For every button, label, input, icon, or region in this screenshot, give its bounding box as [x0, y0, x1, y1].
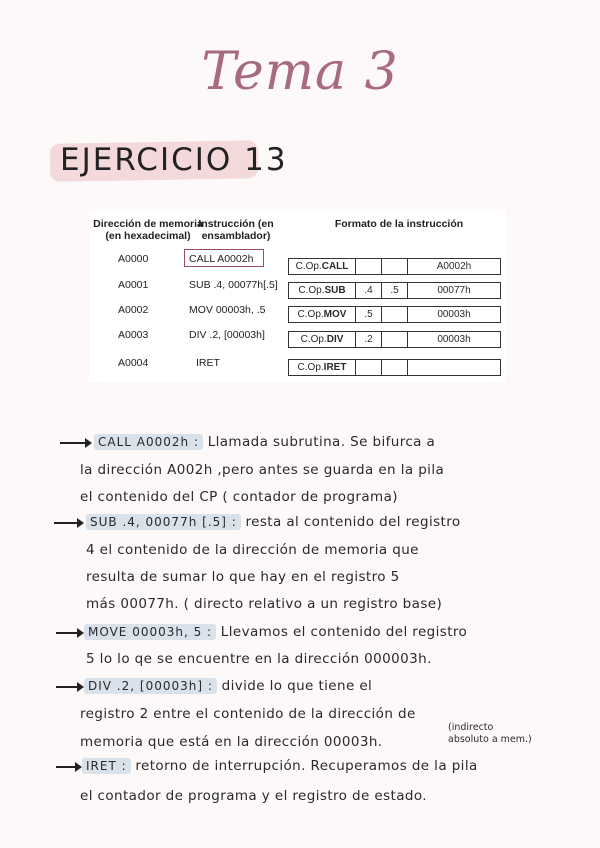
row-address: A0001 [118, 279, 149, 291]
opcode-cell: C.Op. MOV [288, 306, 356, 323]
side-note: (indirecto [448, 722, 494, 733]
side-note: absoluto a mem.) [448, 734, 532, 745]
note-line [84, 678, 372, 694]
note-text: retorno de interrupción. Recuperamos de la pila [135, 758, 478, 774]
row-instruction: MOV 00003h, .5 [189, 304, 266, 316]
arrow-icon [56, 632, 82, 634]
reg1-cell: .5 [355, 306, 382, 323]
header-format: Formato de la instrucción [334, 218, 464, 230]
row-address: A0002 [118, 304, 149, 316]
instruction-highlight: IRET : [82, 758, 131, 774]
exercise-title: EJERCICIO 13 [60, 142, 288, 178]
header-address: Dirección de memoria (en hexadecimal) [93, 218, 203, 242]
note-line: 4 el contenido de la dirección de memoria que [86, 542, 419, 558]
reg2-cell: .5 [381, 282, 408, 299]
instruction-highlight: CALL A0002h : [94, 434, 203, 450]
row-address: A0004 [118, 357, 149, 369]
note-line: memoria que está en la dirección 00003h. [80, 734, 383, 750]
opcode-cell: C.Op. DIV [288, 331, 356, 348]
note-line [94, 434, 435, 450]
note-line [86, 514, 461, 530]
address-cell: 00003h [407, 306, 501, 323]
row-address: A0000 [118, 253, 149, 265]
reg1-cell: .2 [355, 331, 382, 348]
note-line [84, 624, 467, 640]
note-line: resulta de sumar lo que hay en el registro 5 [86, 569, 400, 585]
row-instruction: DIV .2, [00003h] [189, 329, 265, 341]
row-address: A0003 [118, 329, 149, 341]
reg1-cell: .4 [355, 282, 382, 299]
row-instruction: IRET [196, 357, 220, 369]
arrow-icon [56, 686, 82, 688]
opcode-cell: C.Op. CALL [288, 258, 356, 275]
note-text: resta al contenido del registro [245, 514, 461, 530]
arrow-icon [56, 766, 80, 768]
note-text: Llevamos el contenido del registro [220, 624, 468, 640]
page-title: Tema 3 [201, 42, 399, 102]
note-line: más 00077h. ( directo relativo a un registro base) [86, 596, 443, 612]
note-line: registro 2 entre el contenido de la dirección de [80, 706, 416, 722]
note-line: el contador de programa y el registro de estado. [80, 788, 427, 804]
note-line [82, 758, 478, 774]
note-line: 5 lo lo qe se encuentre en la dirección 000003h. [86, 651, 432, 667]
row-instruction: SUB .4, 00077h[.5] [189, 279, 278, 291]
note-line: la dirección A002h ,pero antes se guarda en la pila [80, 462, 445, 478]
arrow-icon [60, 442, 90, 444]
note-text: divide lo que tiene el [221, 678, 373, 694]
header-instruction: Instrucción (en ensamblador) [198, 218, 274, 242]
opcode-cell: C.Op. SUB [288, 282, 356, 299]
instruction-highlight: MOVE 00003h, 5 : [84, 624, 216, 640]
opcode-cell: C.Op. IRET [288, 359, 356, 376]
instruction-highlight: SUB .4, 00077h [.5] : [86, 514, 241, 530]
instruction-highlight: DIV .2, [00003h] : [84, 678, 217, 694]
note-text: Llamada subrutina. Se bifurca a [207, 434, 436, 450]
row-instruction: CALL A0002h [189, 253, 254, 265]
address-cell: 00003h [407, 331, 501, 348]
note-line: el contenido del CP ( contador de programa) [80, 489, 398, 505]
arrow-icon [54, 522, 82, 524]
address-cell: 00077h [407, 282, 501, 299]
address-cell: A0002h [407, 258, 501, 275]
